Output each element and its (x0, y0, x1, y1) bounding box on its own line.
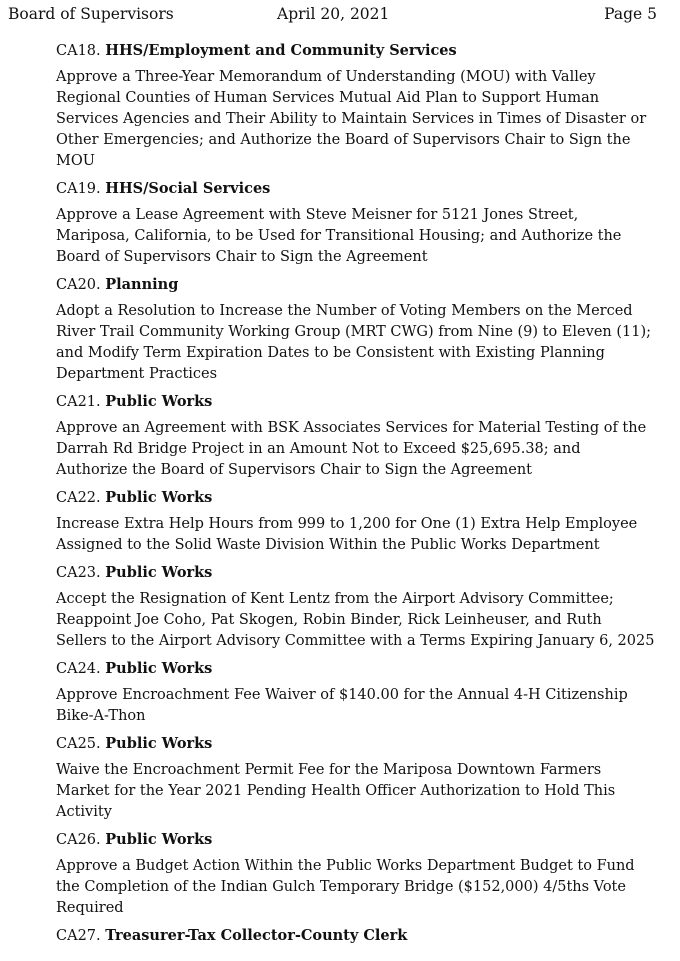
item-heading (56, 562, 656, 584)
agenda-item-ca26 (56, 829, 656, 919)
item-department: Public Works (105, 489, 213, 506)
item-department: Public Works (105, 660, 213, 677)
item-heading (56, 40, 656, 62)
item-number: CA19. (56, 181, 101, 197)
item-number: CA23. (56, 565, 101, 581)
item-heading (56, 178, 656, 200)
item-department: Public Works (105, 735, 213, 752)
item-description: Approve Encroachment Fee Waiver of $140.00 for the Annual 4-H Citizenship Bike-A-Thon (56, 687, 628, 724)
item-number: CA22. (56, 490, 101, 506)
item-department: HHS/Employment and Community Services (105, 42, 457, 59)
item-department: Treasurer-Tax Collector-County Clerk (105, 927, 408, 944)
page-header (0, 4, 680, 24)
agenda-item-ca24 (56, 658, 656, 727)
item-description: Accept the Resignation of Kent Lentz from the Airport Advisory Committee; Reappoint Joe Coho, Pat Skogen, Robin Binder, Rick Leinheuser, and Ruth Sellers to the Airport Advisory Committee with a Terms Expiring January 6, 2025 (56, 591, 655, 649)
header-date: April 20, 2021 (277, 5, 390, 23)
item-description: Waive the Encroachment Permit Fee for the Mariposa Downtown Farmers Market for the Year 2021 Pending Health Officer Authorization to Hold This Activity (56, 762, 616, 820)
item-heading (56, 733, 656, 755)
item-description: Approve a Budget Action Within the Public Works Department Budget to Fund the Completion of the Indian Gulch Temporary Bridge ($152,000) 4/5ths Vote Required (56, 858, 635, 916)
agenda-item-ca23 (56, 562, 656, 652)
item-department: Public Works (105, 564, 213, 581)
item-description: Increase Extra Help Hours from 999 to 1,200 for One (1) Extra Help Employee Assigned to the Solid Waste Division Within the Public Works Department (56, 516, 638, 553)
header-page-number: Page 5 (604, 5, 657, 23)
agenda-item-ca20 (56, 274, 656, 385)
item-description: Approve a Three-Year Memorandum of Understanding (MOU) with Valley Regional Counties of Human Services Mutual Aid Plan to Support Human Services Agencies and Their Ability to Maintain Services in Times of Disaster or Other Emergencies; and Authorize the Board of Supervisors Chair to Sign the MOU (56, 69, 647, 169)
item-heading (56, 658, 656, 680)
item-number: CA27. (56, 928, 101, 944)
item-department: Public Works (105, 393, 213, 410)
agenda-item-ca18 (56, 40, 656, 172)
item-number: CA26. (56, 832, 101, 848)
item-heading (56, 925, 656, 947)
agenda-item-ca22 (56, 487, 656, 556)
item-heading (56, 829, 656, 851)
agenda-item-ca27 (56, 925, 656, 947)
item-heading (56, 487, 656, 509)
item-number: CA25. (56, 736, 101, 752)
item-number: CA24. (56, 661, 101, 677)
item-heading (56, 391, 656, 413)
agenda-item-ca21 (56, 391, 656, 481)
item-department: Planning (105, 276, 179, 293)
agenda-item-ca19 (56, 178, 656, 268)
item-department: HHS/Social Services (105, 180, 271, 197)
item-number: CA21. (56, 394, 101, 410)
item-description: Approve an Agreement with BSK Associates Services for Material Testing of the Darrah Rd Bridge Project in an Amount Not to Exceed $25,695.38; and Authorize the Board of Supervisors Chair to Sign the Agreement (56, 420, 647, 478)
agenda-items (56, 40, 656, 952)
item-heading (56, 274, 656, 296)
item-number: CA18. (56, 43, 101, 59)
agenda-item-ca25 (56, 733, 656, 823)
item-description: Adopt a Resolution to Increase the Number of Voting Members on the Merced River Trail Community Working Group (MRT CWG) from Nine (9) to Eleven (11); and Modify Term Expiration Dates to be Consistent with Existing Planning Department Practices (56, 303, 651, 382)
item-description: Approve a Lease Agreement with Steve Meisner for 5121 Jones Street, Mariposa, California, to be Used for Transitional Housing; and Authorize the Board of Supervisors Chair to Sign the Agreement (56, 207, 622, 265)
item-department: Public Works (105, 831, 213, 848)
header-board-name: Board of Supervisors (8, 5, 174, 23)
item-number: CA20. (56, 277, 101, 293)
